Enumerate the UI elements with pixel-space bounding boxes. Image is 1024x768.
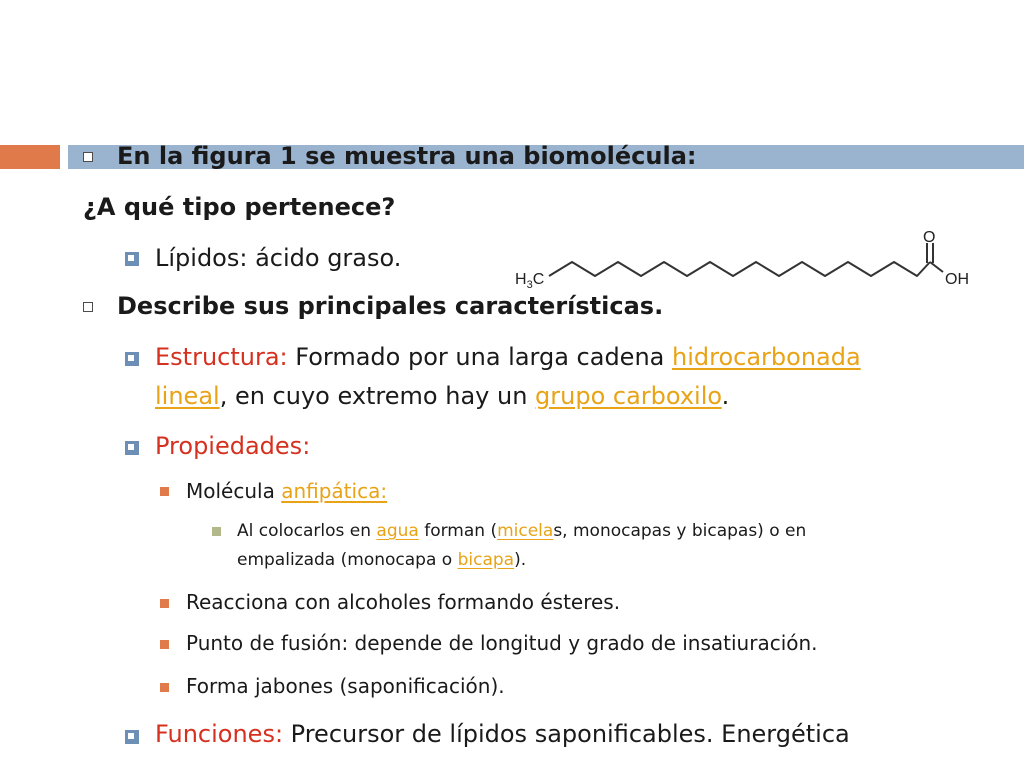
estructura-text-1: Formado por una larga cadena <box>287 343 672 371</box>
estructura-line-2 <box>155 382 729 410</box>
square-bullet-icon <box>125 730 139 744</box>
colocarlos-text-4: empalizada (monocapa o <box>237 550 458 570</box>
prop-item: Forma jabones (saponificación). <box>186 674 505 698</box>
estructura-text-3: . <box>721 382 730 410</box>
prop-item: Punto de fusión: depende de longitud y grado de insatiuración. <box>186 631 818 655</box>
colocarlos-line-2 <box>237 546 526 575</box>
h3c-subscript: 3 <box>526 279 533 291</box>
orange-square-bullet-icon <box>160 599 169 608</box>
square-bullet-icon <box>125 252 139 266</box>
orange-square-bullet-icon <box>160 640 169 649</box>
agua-link[interactable]: agua <box>376 521 419 541</box>
hidrocarbonada-link[interactable]: hidrocarbonada <box>672 343 861 371</box>
colocarlos-text-2: forman ( <box>418 521 498 541</box>
h3c-h: H <box>515 271 527 288</box>
bicapa-link[interactable]: bicapa <box>457 550 515 570</box>
h3c-c: C <box>532 271 545 288</box>
prop-item: Reacciona con alcoholes formando ésteres. <box>186 590 621 614</box>
colocarlos-text-3: s, monocapas y bicapas) o en <box>553 521 807 541</box>
olive-square-bullet-icon <box>212 527 221 536</box>
orange-square-bullet-icon <box>160 487 169 496</box>
hollow-square-bullet-icon <box>83 152 93 162</box>
orange-square-bullet-icon <box>160 683 169 692</box>
square-bullet-icon <box>125 441 139 455</box>
grupo-carboxilo-link[interactable]: grupo carboxilo <box>535 382 722 410</box>
colocarlos-text-1: Al colocarlos en <box>237 521 377 541</box>
hydroxyl-bond <box>930 262 943 272</box>
describe-text: Describe sus principales características. <box>117 292 664 320</box>
molecula-line <box>186 479 387 503</box>
funciones-label: Funciones: <box>155 720 284 748</box>
estructura-text-2: , en cuyo extremo hay un <box>219 382 536 410</box>
lineal-link[interactable]: lineal <box>155 382 220 410</box>
accent-bar-orange <box>0 145 60 169</box>
funciones-text: Precursor de lípidos saponificables. Energética <box>283 720 850 748</box>
question-text: ¿A qué tipo pertenece? <box>83 193 396 221</box>
anfipatica-link[interactable]: anfipática: <box>281 479 388 503</box>
micela-link[interactable]: micela <box>497 521 554 541</box>
square-bullet-icon <box>125 352 139 366</box>
hydroxyl-label: OH <box>945 271 969 288</box>
funciones-line <box>155 720 850 748</box>
estructura-line-1 <box>155 343 861 371</box>
heading-text: En la figura 1 se muestra una biomolécula: <box>117 142 697 170</box>
colocarlos-line-1 <box>237 517 806 546</box>
propiedades-label: Propiedades: <box>155 432 311 460</box>
oxygen-label: O <box>923 229 936 246</box>
colocarlos-text-5: ). <box>514 550 527 570</box>
answer-text: Lípidos: ácido graso. <box>155 244 402 272</box>
hollow-square-bullet-icon <box>83 302 93 312</box>
hydrocarbon-chain <box>549 262 930 276</box>
fatty-acid-structure-figure <box>505 228 985 296</box>
h3c-label <box>515 271 544 291</box>
molecula-text: Molécula <box>186 479 282 503</box>
estructura-label: Estructura: <box>155 343 288 371</box>
